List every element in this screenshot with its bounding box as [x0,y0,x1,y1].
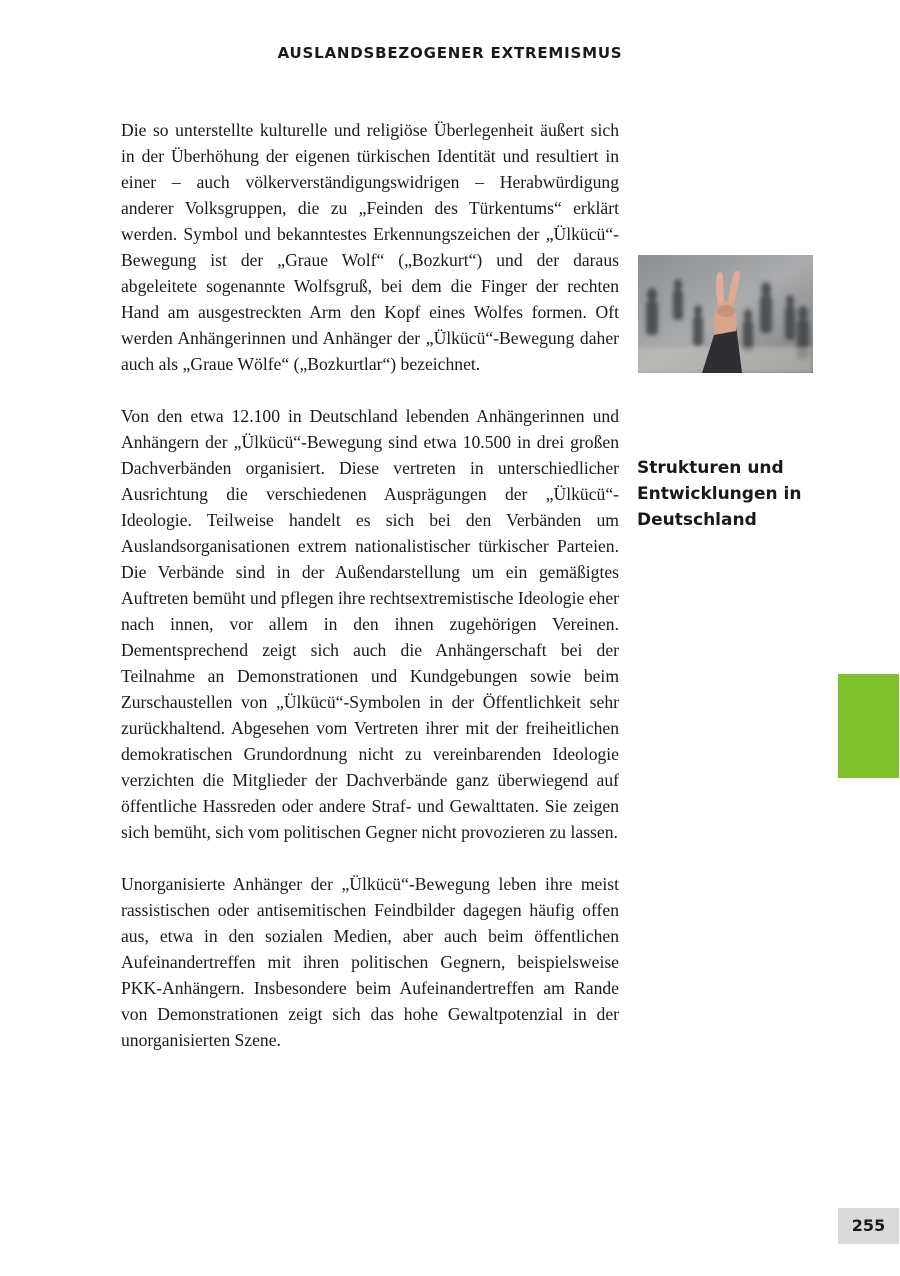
sidebar-heading: Strukturen und Entwicklungen in Deutschland [637,458,802,530]
wolf-salute-photo [638,255,813,373]
running-header-title: AUSLANDSBEZOGENER EXTREMISMUS [277,44,623,62]
page-number: 255 [838,1208,899,1244]
paragraph-1: Die so unterstellte kulturelle und religiöse Überlegenheit äußert sich in der Überhöhung der eigenen türkischen Identität und resultiert in einer – auch völkerverständigungswidrigen – Herabwürdigung anderer Volksgruppen, die zu „Feinden des Türkentums“ erklärt werden. Symbol und bekanntestes Erkennungszeichen der „Ülkücü“-Bewegung ist der „Graue Wolf“ („Bozkurt“) und der daraus abgeleitete sogenannte Wolfsgruß, bei dem die Finger der rechten Hand am ausgestreckten Arm den Kopf eines Wolfes formen. Oft werden Anhängerinnen und Anhänger der „Ülkücü“-Bewegung daher auch als „Graue Wölfe“ („Bozkurtlar“) bezeichnet. [121,120,619,374]
paragraph-2: Von den etwa 12.100 in Deutschland lebenden Anhängerinnen und Anhängern der „Ülkücü“-Bewegung sind etwa 10.500 in drei großen Dachverbänden organisiert. Diese vertreten in unterschiedlicher Ausrichtung die verschiedenen Ausprägungen der „Ülkücü“-Ideologie. Teilweise handelt es sich bei den Verbänden um Auslandsorganisationen extrem nationalistischer türkischer Parteien. Die Verbände sind in der Außendarstellung um ein gemäßigtes Auftreten bemüht und pflegen ihre rechtsextremistische Ideologie eher nach innen, vor allem in den ihnen zugehörigen Vereinen. Dementsprechend zeigt sich auch die Anhängerschaft bei der Teilnahme an Demonstrationen und Kundgebungen sowie beim Zurschaustellen von „Ülkücü“-Symbolen in der Öffentlichkeit sehr zurückhaltend. Abgesehen vom Vertreten ihrer mit der freiheitlichen demokratischen Grundordnung nicht zu vereinbarenden Ideologie verzichten die Mitglieder der Dachverbände ganz überwiegend auf öffentliche Hassreden oder andere Straf- und Gewalttaten. Sie zeigen sich bemüht, sich vom politischen Gegner nicht provozieren zu lassen. [121,406,619,842]
paragraph-3: Unorganisierte Anhänger der „Ülkücü“-Bewegung leben ihre meist rassistischen oder antisemitischen Feindbilder dagegen häufig offen aus, etwa in den sozialen Medien, aber auch beim öffentlichen Aufeinandertreffen mit ihren politischen Gegnern, beispielsweise PKK-Anhängern. Insbesondere beim Aufeinandertreffen am Rande von Demonstrationen zeigt sich das hohe Gewaltpotenzial in der unorganisierten Szene. [121,874,619,1050]
chapter-color-tab [838,674,899,778]
main-text-column [121,117,619,1079]
